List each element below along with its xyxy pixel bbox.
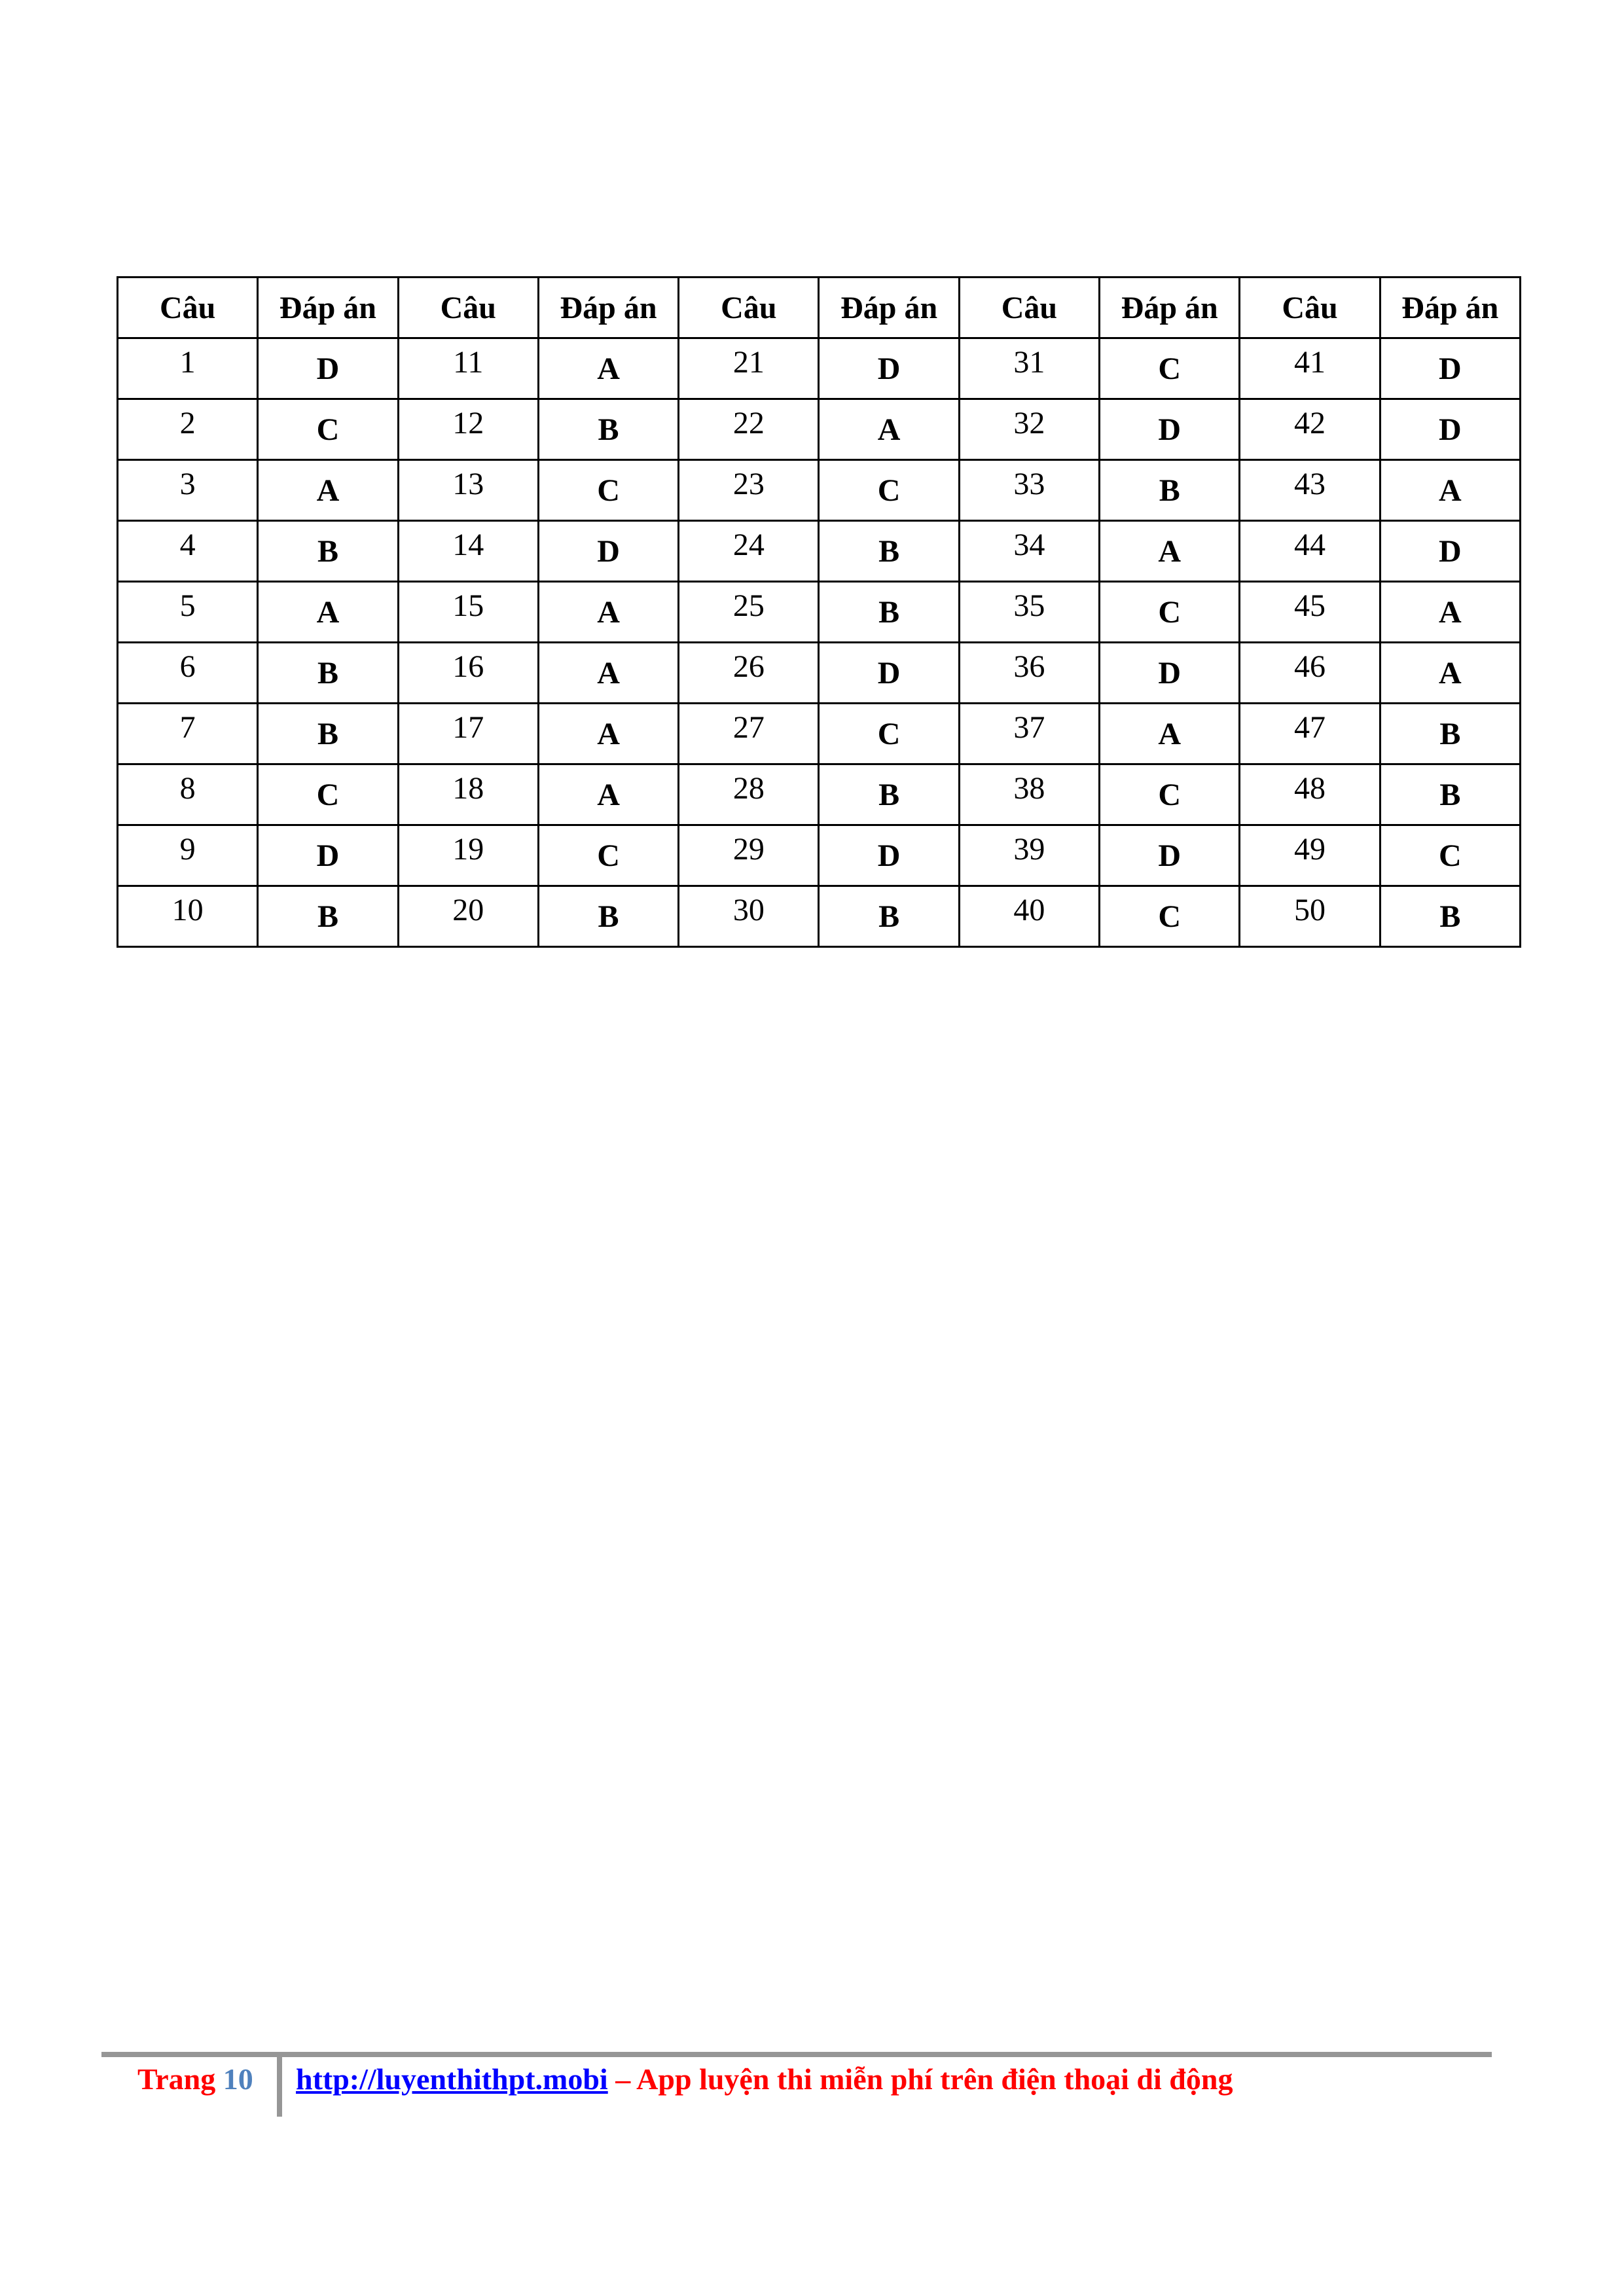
answer-table-body (118, 338, 1521, 947)
table-row (118, 521, 1521, 582)
question-number-cell: 1 (118, 338, 258, 399)
table-row (118, 399, 1521, 460)
answer-cell: D (258, 338, 398, 399)
answer-cell: A (258, 460, 398, 521)
answer-cell: C (819, 704, 959, 764)
footer-promo (296, 2062, 1233, 2096)
question-number-cell: 22 (679, 399, 819, 460)
answer-cell: A (538, 582, 678, 643)
answer-cell: A (1380, 582, 1520, 643)
answer-cell: B (1380, 704, 1520, 764)
question-number-cell: 25 (679, 582, 819, 643)
answer-cell: C (819, 460, 959, 521)
header-question: Câu (679, 278, 819, 338)
question-number-cell: 19 (398, 825, 538, 886)
table-row (118, 825, 1521, 886)
question-number-cell: 45 (1240, 582, 1380, 643)
question-number-cell: 41 (1240, 338, 1380, 399)
question-number-cell: 48 (1240, 764, 1380, 825)
question-number-cell: 6 (118, 643, 258, 704)
question-number-cell: 13 (398, 460, 538, 521)
header-question: Câu (398, 278, 538, 338)
table-row (118, 764, 1521, 825)
question-number-cell: 29 (679, 825, 819, 886)
answer-cell: C (538, 825, 678, 886)
question-number-cell: 15 (398, 582, 538, 643)
answer-cell: C (1100, 338, 1240, 399)
site-link[interactable]: http://luyenthithpt.mobi (296, 2062, 608, 2096)
question-number-cell: 9 (118, 825, 258, 886)
question-number-cell: 16 (398, 643, 538, 704)
question-number-cell: 26 (679, 643, 819, 704)
answer-cell: B (819, 764, 959, 825)
footer-tagline: – App luyện thi miễn phí trên điện thoại di động (607, 2062, 1233, 2096)
question-number-cell: 44 (1240, 521, 1380, 582)
answer-cell: D (819, 825, 959, 886)
answer-cell: D (1100, 643, 1240, 704)
question-number-cell: 36 (959, 643, 1099, 704)
answer-cell: B (1100, 460, 1240, 521)
question-number-cell: 10 (118, 886, 258, 947)
table-row (118, 886, 1521, 947)
question-number-cell: 32 (959, 399, 1099, 460)
question-number-cell: 34 (959, 521, 1099, 582)
question-number-cell: 5 (118, 582, 258, 643)
question-number-cell: 40 (959, 886, 1099, 947)
answer-cell: B (1380, 764, 1520, 825)
answer-cell: D (1380, 521, 1520, 582)
question-number-cell: 17 (398, 704, 538, 764)
question-number-cell: 30 (679, 886, 819, 947)
question-number-cell: 37 (959, 704, 1099, 764)
answer-cell: B (258, 643, 398, 704)
question-number-cell: 49 (1240, 825, 1380, 886)
question-number-cell: 21 (679, 338, 819, 399)
question-number-cell: 7 (118, 704, 258, 764)
answer-cell: A (1380, 643, 1520, 704)
question-number-cell: 11 (398, 338, 538, 399)
question-number-cell: 28 (679, 764, 819, 825)
question-number-cell: 27 (679, 704, 819, 764)
answer-cell: A (258, 582, 398, 643)
answer-cell: B (819, 886, 959, 947)
answer-cell: B (258, 704, 398, 764)
question-number-cell: 35 (959, 582, 1099, 643)
question-number-cell: 24 (679, 521, 819, 582)
header-answer: Đáp án (258, 278, 398, 338)
question-number-cell: 20 (398, 886, 538, 947)
question-number-cell: 33 (959, 460, 1099, 521)
answer-cell: D (1100, 825, 1240, 886)
answer-cell: D (1100, 399, 1240, 460)
header-question: Câu (959, 278, 1099, 338)
header-answer: Đáp án (538, 278, 678, 338)
header-answer: Đáp án (1100, 278, 1240, 338)
question-number-cell: 31 (959, 338, 1099, 399)
header-question: Câu (118, 278, 258, 338)
answer-cell: B (1380, 886, 1520, 947)
answer-cell: D (258, 825, 398, 886)
question-number-cell: 23 (679, 460, 819, 521)
answer-cell: C (258, 764, 398, 825)
page-number: 10 (223, 2062, 253, 2096)
answer-cell: D (1380, 338, 1520, 399)
question-number-cell: 2 (118, 399, 258, 460)
answer-cell: B (819, 521, 959, 582)
answer-cell: B (258, 886, 398, 947)
answer-cell: A (1380, 460, 1520, 521)
answer-cell: C (1100, 764, 1240, 825)
answer-cell: B (819, 582, 959, 643)
answer-cell: D (538, 521, 678, 582)
answer-cell: A (1100, 704, 1240, 764)
table-row (118, 338, 1521, 399)
answer-cell: D (819, 643, 959, 704)
table-header-row (118, 278, 1521, 338)
answer-cell: A (1100, 521, 1240, 582)
answer-cell: C (1100, 886, 1240, 947)
answer-cell: D (819, 338, 959, 399)
table-row (118, 704, 1521, 764)
answer-cell: A (538, 338, 678, 399)
question-number-cell: 39 (959, 825, 1099, 886)
header-answer: Đáp án (819, 278, 959, 338)
answer-key-table (117, 276, 1521, 948)
question-number-cell: 12 (398, 399, 538, 460)
answer-cell: C (1100, 582, 1240, 643)
table-row (118, 460, 1521, 521)
answer-cell: B (538, 886, 678, 947)
answer-cell: B (538, 399, 678, 460)
footer-page-indicator (137, 2062, 253, 2096)
answer-cell: A (819, 399, 959, 460)
table-row (118, 582, 1521, 643)
question-number-cell: 43 (1240, 460, 1380, 521)
answer-cell: C (538, 460, 678, 521)
table-row (118, 643, 1521, 704)
question-number-cell: 50 (1240, 886, 1380, 947)
footer-rule (101, 2052, 1492, 2057)
question-number-cell: 8 (118, 764, 258, 825)
answer-cell: B (258, 521, 398, 582)
answer-cell: C (258, 399, 398, 460)
question-number-cell: 46 (1240, 643, 1380, 704)
answer-cell: C (1380, 825, 1520, 886)
footer-divider (277, 2057, 282, 2117)
answer-cell: A (538, 643, 678, 704)
header-answer: Đáp án (1380, 278, 1520, 338)
question-number-cell: 47 (1240, 704, 1380, 764)
question-number-cell: 42 (1240, 399, 1380, 460)
header-question: Câu (1240, 278, 1380, 338)
answer-cell: A (538, 764, 678, 825)
question-number-cell: 18 (398, 764, 538, 825)
question-number-cell: 38 (959, 764, 1099, 825)
page-label: Trang (137, 2062, 216, 2096)
answer-cell: A (538, 704, 678, 764)
question-number-cell: 4 (118, 521, 258, 582)
question-number-cell: 3 (118, 460, 258, 521)
question-number-cell: 14 (398, 521, 538, 582)
answer-cell: D (1380, 399, 1520, 460)
